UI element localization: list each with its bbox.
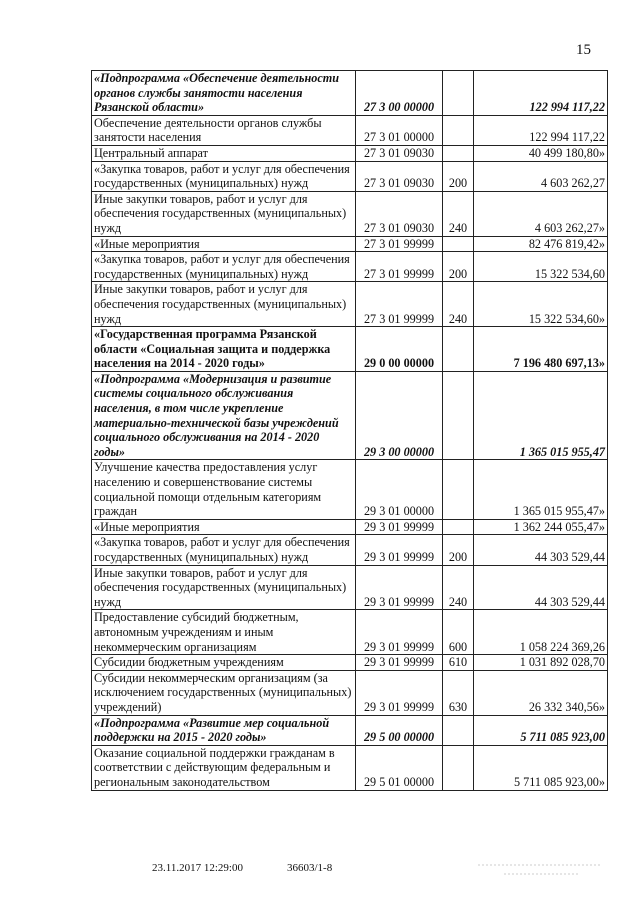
row-code-cell: 27 3 01 99999 <box>356 236 443 252</box>
row-type-cell: 610 <box>443 655 474 671</box>
row-type-cell: 600 <box>443 610 474 655</box>
row-amount-cell: 122 994 117,22 <box>474 71 608 116</box>
table-row <box>92 191 608 236</box>
table-row <box>92 535 608 565</box>
row-code-cell: 27 3 01 99999 <box>356 252 443 282</box>
table-row <box>92 236 608 252</box>
row-code-cell: 29 3 01 99999 <box>356 519 443 535</box>
table-row <box>92 161 608 191</box>
table-row <box>92 71 608 116</box>
footer-date: 23.11.2017 12:29:00 <box>152 862 243 874</box>
row-type-cell <box>443 745 474 790</box>
row-code-cell: 29 3 01 99999 <box>356 655 443 671</box>
row-name-cell: Субсидии бюджетным учреждениям <box>92 655 356 671</box>
row-type-cell <box>443 715 474 745</box>
row-name-cell: «Подпрограмма «Развитие мер социальной поддержки на 2015 - 2020 годы» <box>92 715 356 745</box>
row-name-cell: Обеспечение деятельности органов службы занятости населения <box>92 115 356 145</box>
row-name-cell: «Закупка товаров, работ и услуг для обеспечения государственных (муниципальных) нужд <box>92 535 356 565</box>
row-amount-cell: 4 603 262,27» <box>474 191 608 236</box>
row-amount-cell: 26 332 340,56» <box>474 670 608 715</box>
row-name-cell: «Иные мероприятия <box>92 236 356 252</box>
row-type-cell <box>443 236 474 252</box>
row-type-cell: 240 <box>443 191 474 236</box>
row-amount-cell: 122 994 117,22 <box>474 115 608 145</box>
row-name-cell: «Подпрограмма «Обеспечение деятельности органов службы занятости населения Рязанской области» <box>92 71 356 116</box>
row-type-cell: 240 <box>443 565 474 610</box>
row-name-cell: Иные закупки товаров, работ и услуг для обеспечения государственных (муниципальных) нужд <box>92 191 356 236</box>
row-amount-cell: 15 322 534,60 <box>474 252 608 282</box>
row-type-cell: 240 <box>443 282 474 327</box>
footer-doc-number: 36603/1-8 <box>287 862 333 874</box>
row-type-cell <box>443 145 474 161</box>
row-code-cell: 29 3 00 00000 <box>356 371 443 460</box>
row-name-cell: Иные закупки товаров, работ и услуг для обеспечения государственных (муниципальных) нужд <box>92 565 356 610</box>
row-name-cell: «Иные мероприятия <box>92 519 356 535</box>
row-type-cell: 200 <box>443 252 474 282</box>
row-type-cell: 200 <box>443 161 474 191</box>
table-row <box>92 327 608 372</box>
row-type-cell <box>443 460 474 519</box>
table-row <box>92 460 608 519</box>
row-amount-cell: 4 603 262,27 <box>474 161 608 191</box>
row-code-cell: 29 3 01 99999 <box>356 670 443 715</box>
row-amount-cell: 82 476 819,42» <box>474 236 608 252</box>
row-code-cell: 29 5 01 00000 <box>356 745 443 790</box>
row-amount-cell: 15 322 534,60» <box>474 282 608 327</box>
row-code-cell: 29 3 01 99999 <box>356 610 443 655</box>
row-amount-cell: 1 058 224 369,26 <box>474 610 608 655</box>
row-type-cell <box>443 327 474 372</box>
row-name-cell: Улучшение качества предоставления услуг населению и совершенствование системы социальной помощи отдельным категориям граждан <box>92 460 356 519</box>
row-type-cell <box>443 115 474 145</box>
row-code-cell: 29 3 01 00000 <box>356 460 443 519</box>
row-amount-cell: 5 711 085 923,00 <box>474 715 608 745</box>
row-code-cell: 27 3 01 99999 <box>356 282 443 327</box>
row-type-cell: 630 <box>443 670 474 715</box>
row-amount-cell: 7 196 480 697,13» <box>474 327 608 372</box>
table-row <box>92 519 608 535</box>
row-name-cell: Оказание социальной поддержки гражданам в соответствии с действующим федеральным и региональным законодательством <box>92 745 356 790</box>
table-row <box>92 282 608 327</box>
table-row <box>92 371 608 460</box>
table-row <box>92 115 608 145</box>
row-code-cell: 27 3 01 09030 <box>356 191 443 236</box>
row-code-cell: 29 0 00 00000 <box>356 327 443 372</box>
row-name-cell: «Закупка товаров, работ и услуг для обеспечения государственных (муниципальных) нужд <box>92 252 356 282</box>
row-name-cell: «Подпрограмма «Модернизация и развитие системы социального обслуживания населения, в том числе укрепление материально-технической базы учреждений социального обслуживания на 2014 - 2020 годы» <box>92 371 356 460</box>
row-code-cell: 29 3 01 99999 <box>356 535 443 565</box>
row-amount-cell: 40 499 180,80» <box>474 145 608 161</box>
row-amount-cell: 1 031 892 028,70 <box>474 655 608 671</box>
row-amount-cell: 44 303 529,44 <box>474 535 608 565</box>
table-row <box>92 670 608 715</box>
row-code-cell: 27 3 00 00000 <box>356 71 443 116</box>
row-amount-cell: 5 711 085 923,00» <box>474 745 608 790</box>
table-row <box>92 565 608 610</box>
row-code-cell: 27 3 01 09030 <box>356 145 443 161</box>
row-amount-cell: 44 303 529,44 <box>474 565 608 610</box>
budget-table-body <box>92 71 608 791</box>
page-number: 15 <box>576 42 591 58</box>
row-name-cell: «Государственная программа Рязанской области «Социальная защита и поддержка населения на 2014 - 2020 годы» <box>92 327 356 372</box>
row-code-cell: 27 3 01 09030 <box>356 161 443 191</box>
table-row <box>92 145 608 161</box>
table-row <box>92 252 608 282</box>
table-row <box>92 745 608 790</box>
table-row <box>92 610 608 655</box>
row-name-cell: Предоставление субсидий бюджетным, автономным учреждениям и иным некоммерческим организациям <box>92 610 356 655</box>
row-code-cell: 29 3 01 99999 <box>356 565 443 610</box>
row-amount-cell: 1 365 015 955,47 <box>474 371 608 460</box>
row-name-cell: Субсидии некоммерческим организациям (за исключением государственных (муниципальных) учреждений) <box>92 670 356 715</box>
row-type-cell <box>443 71 474 116</box>
row-amount-cell: 1 365 015 955,47» <box>474 460 608 519</box>
table-row <box>92 715 608 745</box>
row-name-cell: Иные закупки товаров, работ и услуг для обеспечения государственных (муниципальных) нужд <box>92 282 356 327</box>
row-code-cell: 29 5 00 00000 <box>356 715 443 745</box>
row-type-cell <box>443 371 474 460</box>
row-amount-cell: 1 362 244 055,47» <box>474 519 608 535</box>
budget-table <box>91 70 608 791</box>
row-type-cell <box>443 519 474 535</box>
row-type-cell: 200 <box>443 535 474 565</box>
row-name-cell: «Закупка товаров, работ и услуг для обеспечения государственных (муниципальных) нужд <box>92 161 356 191</box>
faded-stamp-icon <box>474 857 604 883</box>
row-code-cell: 27 3 01 00000 <box>356 115 443 145</box>
table-row <box>92 655 608 671</box>
row-name-cell: Центральный аппарат <box>92 145 356 161</box>
